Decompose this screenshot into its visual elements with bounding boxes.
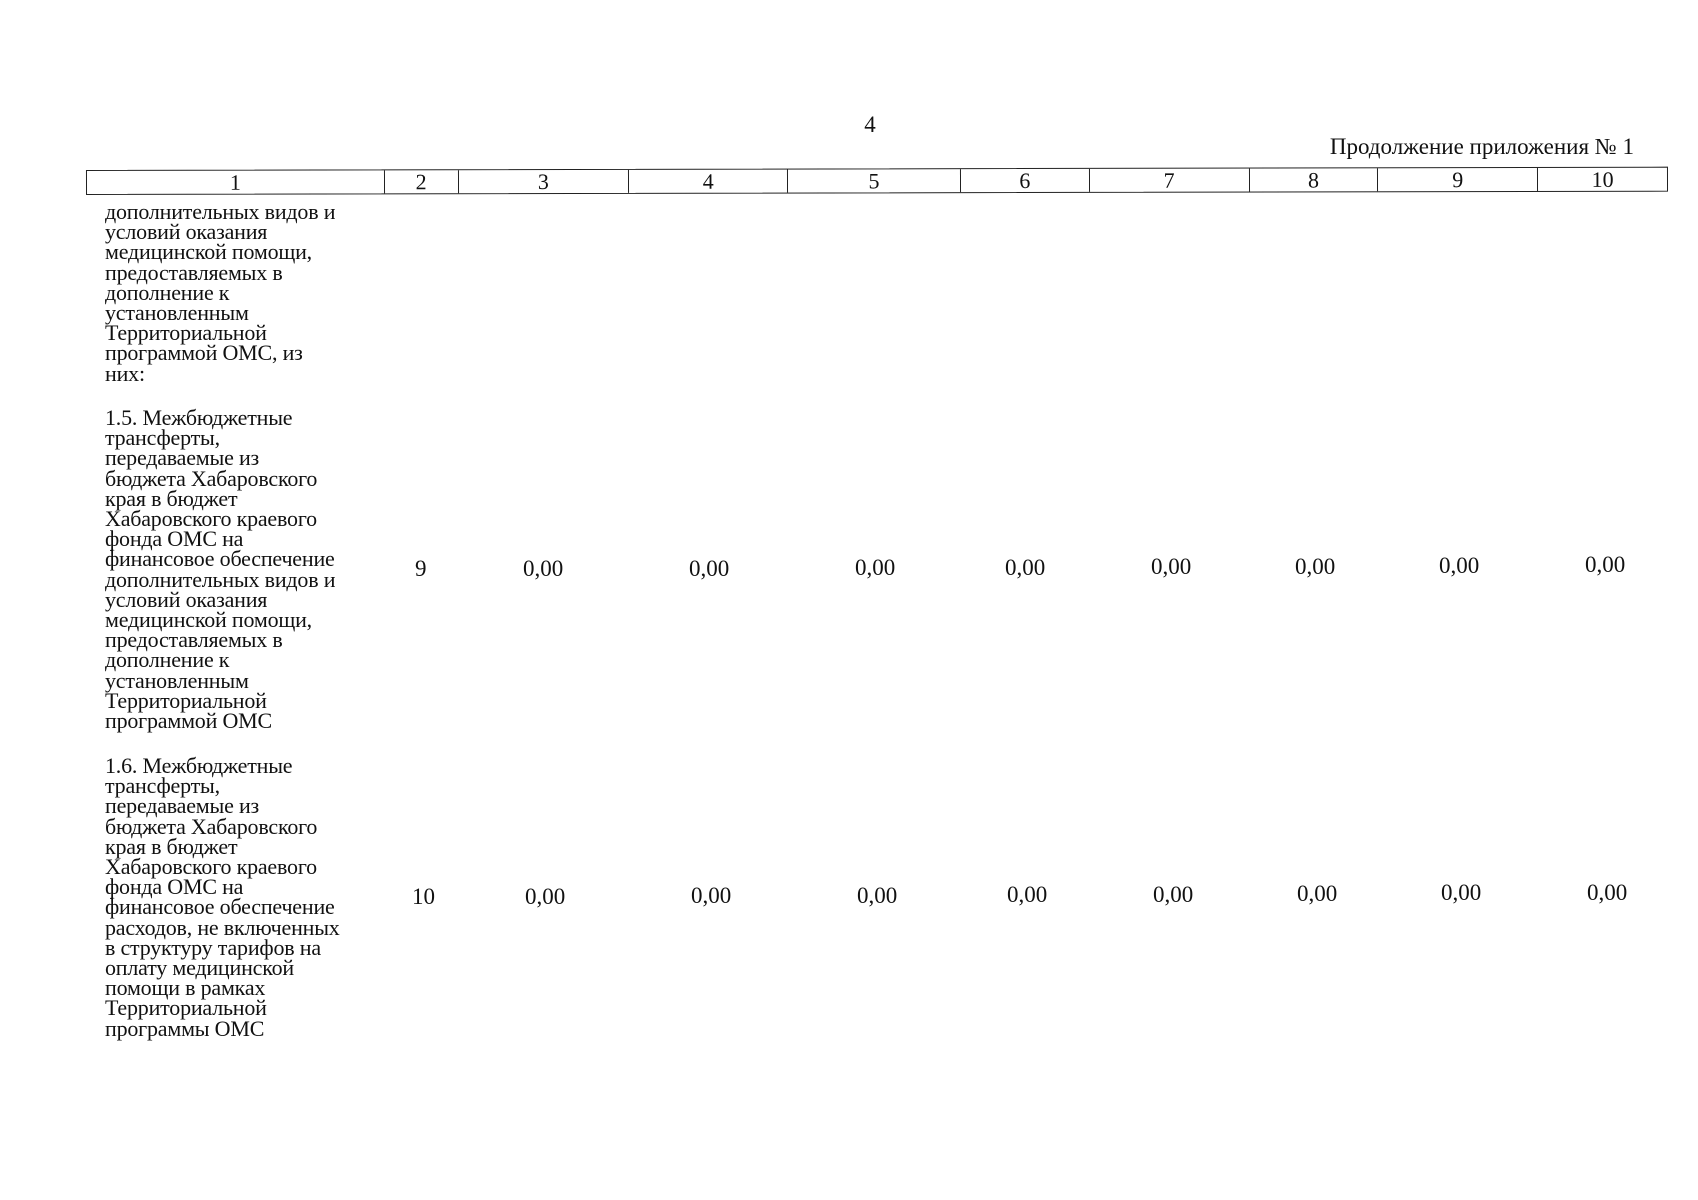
header-col-9: 9 [1378, 168, 1538, 191]
row-value-col-3: 0,00 [523, 556, 564, 581]
header-col-7: 7 [1090, 169, 1250, 192]
row-value-col-4: 0,00 [691, 883, 732, 908]
row-value-col-6: 0,00 [1007, 882, 1048, 907]
header-col-10: 10 [1591, 166, 1614, 192]
header-col-2: 2 [385, 170, 459, 193]
table-row [105, 753, 1698, 1046]
header-col-5: 5 [788, 169, 961, 192]
header-col-3: 3 [459, 170, 630, 193]
row-line-number: 10 [412, 884, 435, 909]
row-description: дополнительных видов и условий оказания медицинской помощи, предоставляемых в дополнение к установленным Территориальной программой ОМС, из них: [105, 199, 336, 386]
row-description: 1.6. Межбюджетные трансферты, передаваемые из бюджета Хабаровского края в бюджет Хабаровского краевого фонда ОМС на финансовое обеспечение расходов, не включенных в структуру тарифов на оплату медицинской помощи в рамках Территориальной программы ОМС [105, 753, 340, 1041]
row-value-col-9: 0,00 [1441, 880, 1482, 905]
row-value-col-5: 0,00 [857, 883, 898, 908]
header-col-1: 1 [87, 170, 385, 194]
row-value-col-8: 0,00 [1295, 554, 1336, 579]
row-description: 1.5. Межбюджетные трансферты, передаваемые из бюджета Хабаровского края в бюджет Хабаровского краевого фонда ОМС на финансовое обеспечение дополнительных видов и условий оказания медицинской помощи, предоставляемых в дополнение к установленным Территориальной программой ОМС [105, 405, 336, 734]
page-number: 4 [864, 112, 876, 137]
table-header-row [86, 167, 1668, 195]
row-value-col-7: 0,00 [1153, 882, 1194, 907]
row-value-col-6: 0,00 [1005, 555, 1046, 580]
row-line-number: 9 [415, 556, 427, 581]
row-value-col-3: 0,00 [525, 884, 566, 909]
row-value-col-5: 0,00 [855, 555, 896, 580]
continuation-label: Продолжение приложения № 1 [1329, 134, 1634, 159]
row-value-col-8: 0,00 [1297, 881, 1338, 906]
header-col-4: 4 [629, 170, 788, 193]
row-value-col-10: 0,00 [1587, 880, 1628, 905]
header-col-8: 8 [1250, 168, 1379, 191]
row-value-col-4: 0,00 [689, 556, 730, 581]
row-value-col-10: 0,00 [1585, 552, 1626, 577]
row-value-col-9: 0,00 [1439, 553, 1480, 578]
row-value-col-7: 0,00 [1151, 554, 1192, 579]
header-col-6: 6 [961, 169, 1090, 192]
table-row [105, 405, 1698, 738]
table-row [105, 199, 1698, 392]
